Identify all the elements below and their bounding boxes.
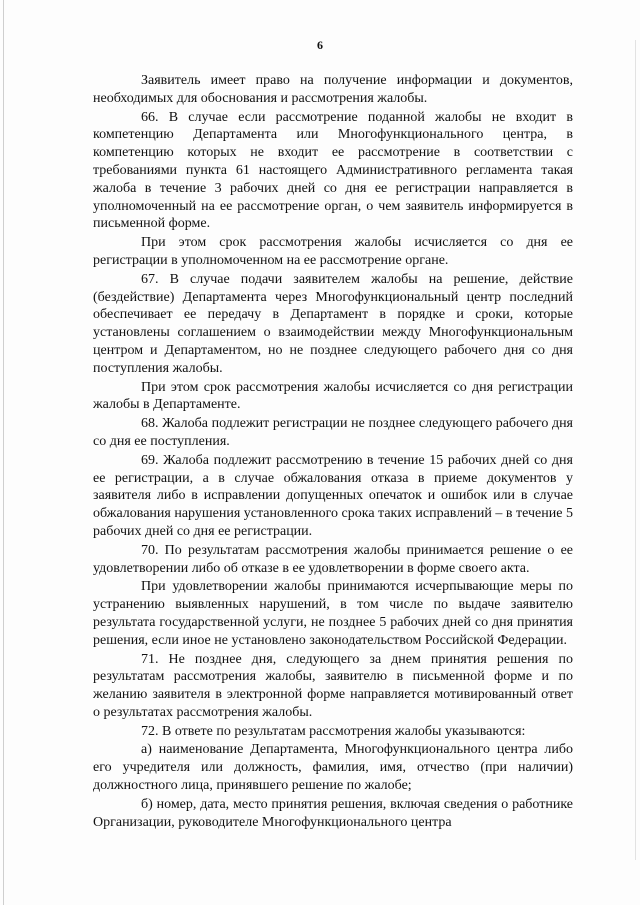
paragraph-71: 71. Не позднее дня, следующего за днем принятия решения по результатам рассмотрения жалобы, заявителю в письменной форме и по желанию заявителя в электронной форме направляется мотивированный ответ о результатах рассмотрения жалобы. [93,651,573,720]
document-body [93,72,573,831]
paragraph-72-a: а) наименование Департамента, Многофункционального центра либо его учредителя или должность, фамилия, имя, отчество (при наличии) должностного лица, принявшего решение по жалобе; [93,742,573,794]
paragraph: Заявитель имеет право на получение информации и документов, необходимых для обоснования и рассмотрения жалобы. [93,73,573,106]
paragraph-68: 68. Жалоба подлежит регистрации не позднее следующего рабочего дня со дня ее поступления. [93,416,573,449]
paragraph-72: 72. В ответе по результатам рассмотрения жалобы указываются: [141,723,526,739]
scan-edge-left [3,0,4,905]
paragraph-67: 67. В случае подачи заявителем жалобы на решение, действие (бездействие) Департамента через Многофункциональный центр последний обеспечивает ее передачу в Департамент в порядке и сроки, которые установлены соглашением о взаимодействии между Многофункциональным центром и Департаментом, но не позднее следующего рабочего дня со дня поступления жалобы. [93,271,573,376]
paragraph: При этом срок рассмотрения жалобы исчисляется со дня регистрации жалобы в Департаменте. [93,379,573,413]
page-number: 6 [317,38,323,52]
paragraph: При этом срок рассмотрения жалобы исчисляется со дня ее регистрации в уполномоченном на ее рассмотрение органе. [93,235,573,268]
paragraph-69: 69. Жалоба подлежит рассмотрению в течение 15 рабочих дней со дня ее регистрации, а в случае обжалования отказа в приеме документов у заявителя либо в исправлении допущенных опечаток и ошибок или в случае обжалования нарушения установленного срока таких исправлений – в течение 5 рабочих дней со дня ее регистрации. [93,452,573,539]
paragraph-66: 66. В случае если рассмотрение поданной жалобы не входит в компетенцию Департамента или Многофункционального центра, в компетенцию которых не входит ее рассмотрение в соответствии с требованиями пункта 61 настоящего Административного регламента такая жалоба в течение 3 рабочих дней со дня ее регистрации направляется в уполномоченный на ее рассмотрение орган, о чем заявитель информируется в письменной форме. [93,109,573,232]
paragraph: При удовлетворении жалобы принимаются исчерпывающие меры по устранению выявленных нарушений, в том числе по выдаче заявителю результата государственной услуги, не позднее 5 рабочих дней со дня принятия решения, если иное не установлено законодательством Российской Федерации. [93,579,573,648]
paragraph-70: 70. По результатам рассмотрения жалобы принимается решение о ее удовлетворении либо об отказе в ее удовлетворении в форме своего акта. [93,542,573,576]
scan-edge-right [635,40,636,860]
paragraph-72-b: б) номер, дата, место принятия решения, включая сведения о работнике Организации, руководителе Многофункционального центра [93,796,573,830]
